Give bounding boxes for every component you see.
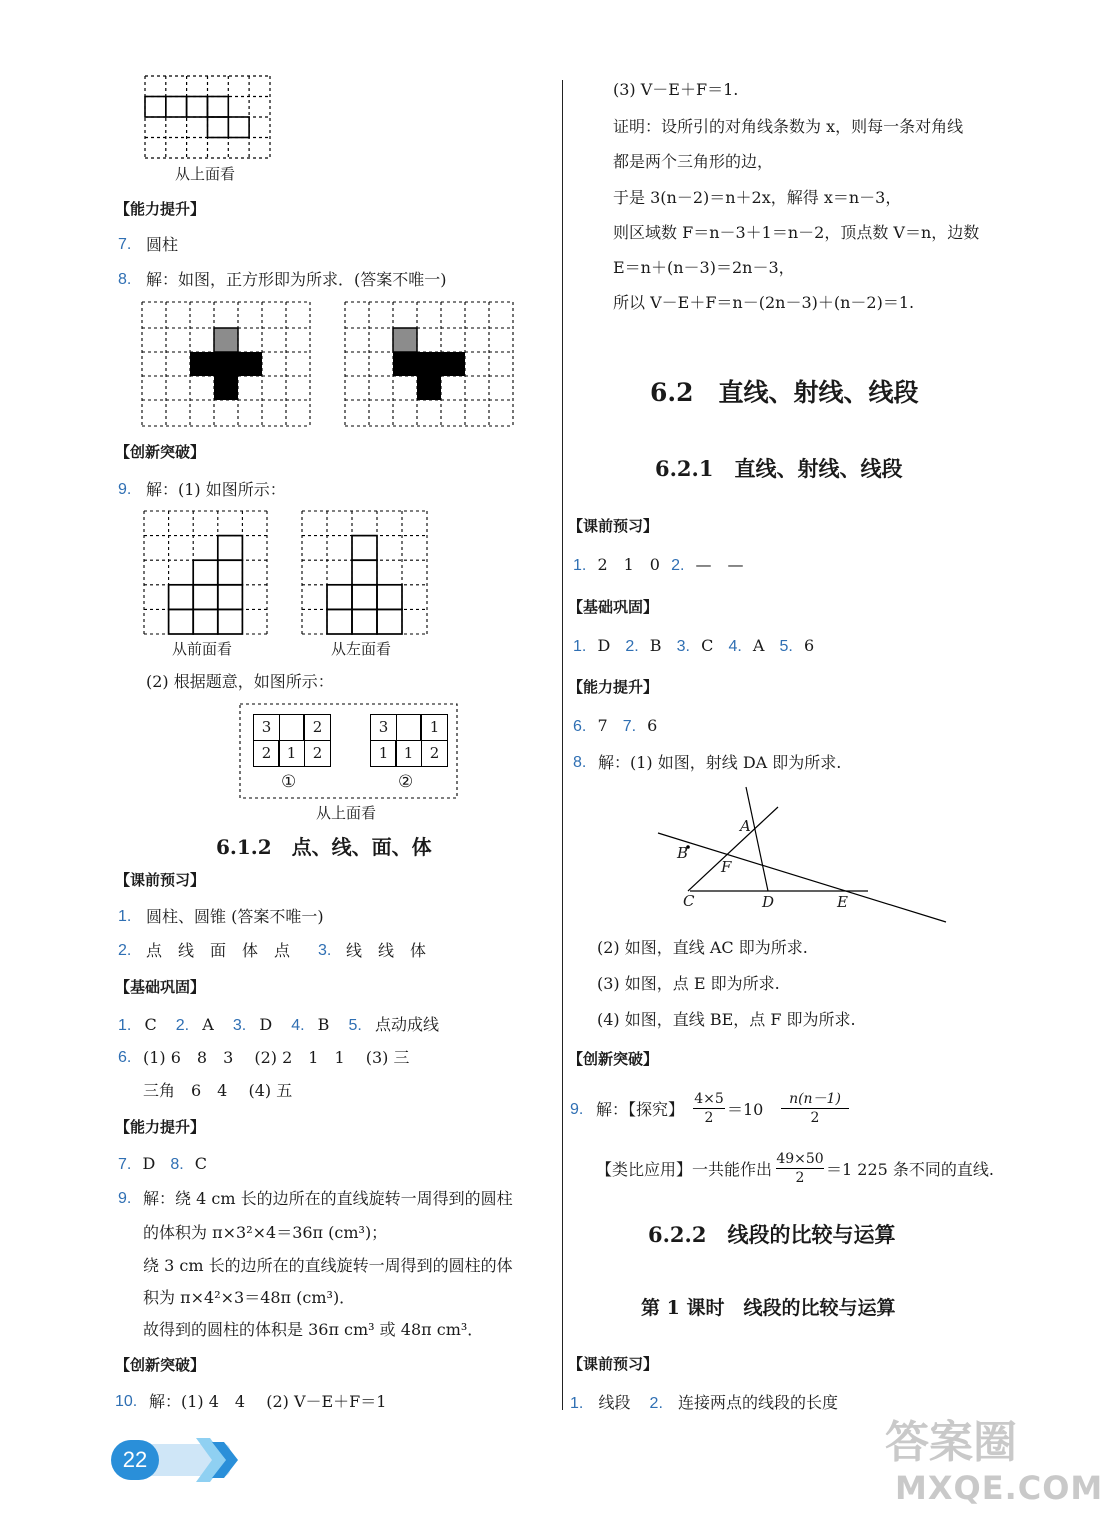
question-number: 8. (170, 1156, 184, 1173)
answer-text: 2 1 0 (597, 555, 660, 574)
answer-text: (2) 如图，直线 AC 即为所求. (597, 938, 808, 957)
point-label-b: B (677, 844, 689, 862)
answer-text: 故得到的圆柱的体积是 36π cm³ 或 48π cm³． (143, 1320, 484, 1339)
answer-row (118, 1154, 207, 1175)
question-number: 2. (671, 557, 685, 574)
watermark-url: MXQE.COM (895, 1469, 1103, 1507)
answer-text: C (194, 1154, 208, 1173)
caption-top-view: 从上面看 (175, 165, 236, 183)
answer-text: D (259, 1015, 273, 1034)
circled-label-2: ② (398, 772, 414, 792)
grid-cell (278, 714, 304, 741)
answer-text: 积为 π×4²×3＝48π (cm³)． (143, 1288, 356, 1307)
answer-row (570, 1393, 838, 1414)
question-number: 2. (625, 638, 639, 655)
question-number: 1. (573, 557, 587, 574)
fraction-denominator: 2 (776, 1168, 824, 1187)
circled-label-1: ① (281, 772, 297, 792)
section-preview: 【课前预习】 (115, 871, 206, 889)
answer-text: 圆柱、圆锥 (答案不唯一) (146, 907, 324, 926)
grid-cell: 3 (370, 714, 397, 741)
fraction-3 (776, 1150, 824, 1187)
answer-row (118, 1015, 439, 1036)
lesson-title: 第 1 课时 线段的比较与运算 (641, 1297, 896, 1319)
grid-cell: 3 (253, 714, 280, 741)
fraction-2 (781, 1090, 849, 1127)
watermark-logo: 答案圈 (885, 1417, 1017, 1468)
question-number: 2. (649, 1395, 663, 1412)
grid-cell: 2 (253, 740, 280, 767)
answer-text: B (317, 1015, 330, 1034)
answer-row (573, 555, 744, 576)
section-preview-2: 【课前预习】 (568, 1355, 659, 1373)
answer-text: 点 线 面 体 点 (146, 941, 291, 960)
answer-grid-1 (142, 302, 310, 426)
question-number: 2. (118, 942, 132, 959)
fraction-denominator: 2 (693, 1108, 725, 1127)
section-basic: 【基础巩固】 (115, 978, 206, 996)
proof-line: 所以 V－E＋F＝n－(2n－3)＋(n－2)＝1. (613, 293, 915, 312)
answer-text: 线 线 体 (346, 941, 427, 960)
section-basic: 【基础巩固】 (568, 598, 659, 616)
answer-text: (4) 如图，直线 BE，点 F 即为所求. (597, 1010, 856, 1029)
question-number: 6. (573, 718, 587, 735)
fraction-numerator: 49×50 (776, 1151, 824, 1167)
question-number: 3. (318, 942, 332, 959)
question-number: 1. (118, 1017, 132, 1034)
answer-text: 解：绕 4 cm 长的边所在的直线旋转一周得到的圆柱 (143, 1189, 513, 1208)
point-label-c: C (683, 892, 695, 910)
page-number-badge (111, 1440, 159, 1480)
top-view-grid (145, 76, 270, 158)
answer-text: 7 (597, 716, 608, 735)
grid-cell: 1 (370, 740, 397, 767)
grid-cell: 1 (278, 740, 305, 767)
section-title-6-2-2: 6.2.2 线段的比较与运算 (648, 1222, 896, 1247)
answer-text: 解：(1) 如图所示： (146, 480, 286, 499)
answer-row (573, 716, 657, 737)
question-number: 5. (779, 638, 793, 655)
proof-line: E＝n＋(n－3)＝2n－3， (613, 258, 795, 277)
answer-text: — — (695, 555, 744, 574)
page-number: 22 (122, 1447, 148, 1472)
front-view-grid (144, 511, 267, 634)
question-number: 8. (118, 271, 132, 288)
question-number: 1. (570, 1395, 584, 1412)
answer-text: (3) 如图，点 E 即为所求. (597, 974, 780, 993)
grid-cell: 2 (304, 714, 331, 741)
section-title-6-2: 6.2 直线、射线、线段 (650, 378, 919, 407)
question-number: 1. (573, 638, 587, 655)
question-number: 9. (570, 1101, 584, 1118)
grid-cell: 2 (421, 740, 448, 767)
answer-text: 线段 (598, 1393, 631, 1412)
answer-text: D (142, 1154, 156, 1173)
answer-text: A (752, 636, 765, 655)
question-number: 8. (573, 754, 587, 771)
question-number: 6. (118, 1049, 132, 1066)
answer-text: ＝1 225 条不同的直线. (826, 1160, 994, 1179)
section-innovation: 【创新突破】 (568, 1050, 659, 1068)
answer-text: ＝10 (727, 1100, 764, 1119)
column-divider (562, 80, 563, 1410)
answer-row (573, 636, 814, 657)
fraction-numerator: n(n－1) (789, 1091, 841, 1107)
question-number: 7. (118, 236, 132, 253)
proof-line: 都是两个三角形的边， (613, 152, 774, 171)
answer-text: 绕 3 cm 长的边所在的直线旋转一周得到的圆柱的体 (143, 1256, 513, 1275)
answer-text: 6 (803, 636, 815, 655)
answer-text: A (202, 1015, 214, 1034)
caption-left-view: 从左面看 (331, 640, 392, 658)
answer-text: (1) 6 8 3 (2) 2 1 1 (3) 三 (143, 1048, 410, 1067)
point-label-f: F (721, 858, 732, 876)
point-label-e: E (837, 893, 848, 911)
proof-line: (3) V－E＋F＝1. (613, 80, 739, 99)
question-number: 5. (348, 1017, 362, 1034)
geometry-figure (650, 785, 950, 925)
question-number: 2. (175, 1017, 190, 1034)
answer-grid-2 (345, 302, 513, 426)
grid-cell (395, 714, 421, 741)
answer-text: C (701, 636, 714, 655)
answer-text: 圆柱 (146, 235, 179, 254)
question-number: 10. (115, 1393, 138, 1410)
fraction-1 (693, 1090, 725, 1127)
answer-text: C (144, 1015, 157, 1034)
fraction-numerator: 4×5 (694, 1091, 724, 1107)
caption-front-view: 从前面看 (172, 640, 233, 658)
question-number: 7. (118, 1156, 132, 1173)
point-label-a: A (740, 817, 751, 835)
answer-text: 【类比应用】一共能作出 (596, 1160, 773, 1179)
section-ability: 【能力提升】 (115, 200, 206, 218)
proof-line: 于是 3(n－2)＝n＋2x，解得 x＝n－3， (613, 188, 902, 207)
question-number: 3. (676, 638, 690, 655)
caption-top-view-2: 从上面看 (316, 804, 377, 822)
answer-text: 解：(1) 4 4 (2) V－E＋F＝1 (149, 1392, 387, 1411)
answer-text: 解：如图，正方形即为所求．(答案不唯一) (146, 270, 447, 289)
answer-text: 连接两点的线段的长度 (677, 1393, 838, 1412)
proof-line: 则区域数 F＝n－3＋1＝n－2，顶点数 V＝n，边数 (613, 223, 980, 242)
question-number: 1. (118, 908, 132, 925)
question-number: 4. (291, 1017, 305, 1034)
section-ability: 【能力提升】 (568, 678, 659, 696)
answer-text: 解：【探究】 (596, 1100, 685, 1119)
question-number: 7. (622, 718, 637, 735)
answer-text: 6 (647, 716, 658, 735)
grid-cell: 2 (304, 740, 331, 767)
section-innovation: 【创新突破】 (115, 443, 206, 461)
answer-text: B (649, 636, 662, 655)
question-number: 3. (232, 1017, 247, 1034)
section-innovation-2: 【创新突破】 (115, 1356, 206, 1374)
question-number: 9. (118, 1190, 132, 1207)
section-preview: 【课前预习】 (568, 517, 659, 535)
answer-text: D (597, 636, 611, 655)
grid-cell: 1 (421, 714, 448, 741)
question-number: 4. (728, 638, 742, 655)
question-number: 9. (118, 481, 132, 498)
section-title-6-2-1: 6.2.1 直线、射线、线段 (655, 456, 903, 481)
left-view-grid (302, 511, 427, 634)
fraction-denominator: 2 (781, 1108, 849, 1127)
section-title-6-1-2: 6.1.2 点、线、面、体 (216, 835, 432, 859)
answer-text: 点动成线 (374, 1015, 439, 1034)
answer-text: (2) 根据题意，如图所示： (146, 672, 334, 691)
answer-text: 的体积为 π×3²×4＝36π (cm³)； (143, 1223, 388, 1242)
point-label-d: D (762, 893, 775, 911)
answer-text: 解：(1) 如图，射线 DA 即为所求. (598, 753, 842, 772)
answer-text: 三角 6 4 (4) 五 (143, 1081, 293, 1100)
grid-cell: 1 (395, 740, 422, 767)
proof-line: 证明：设所引的对角线条数为 x，则每一条对角线 (613, 117, 964, 136)
section-ability-2: 【能力提升】 (115, 1118, 206, 1136)
